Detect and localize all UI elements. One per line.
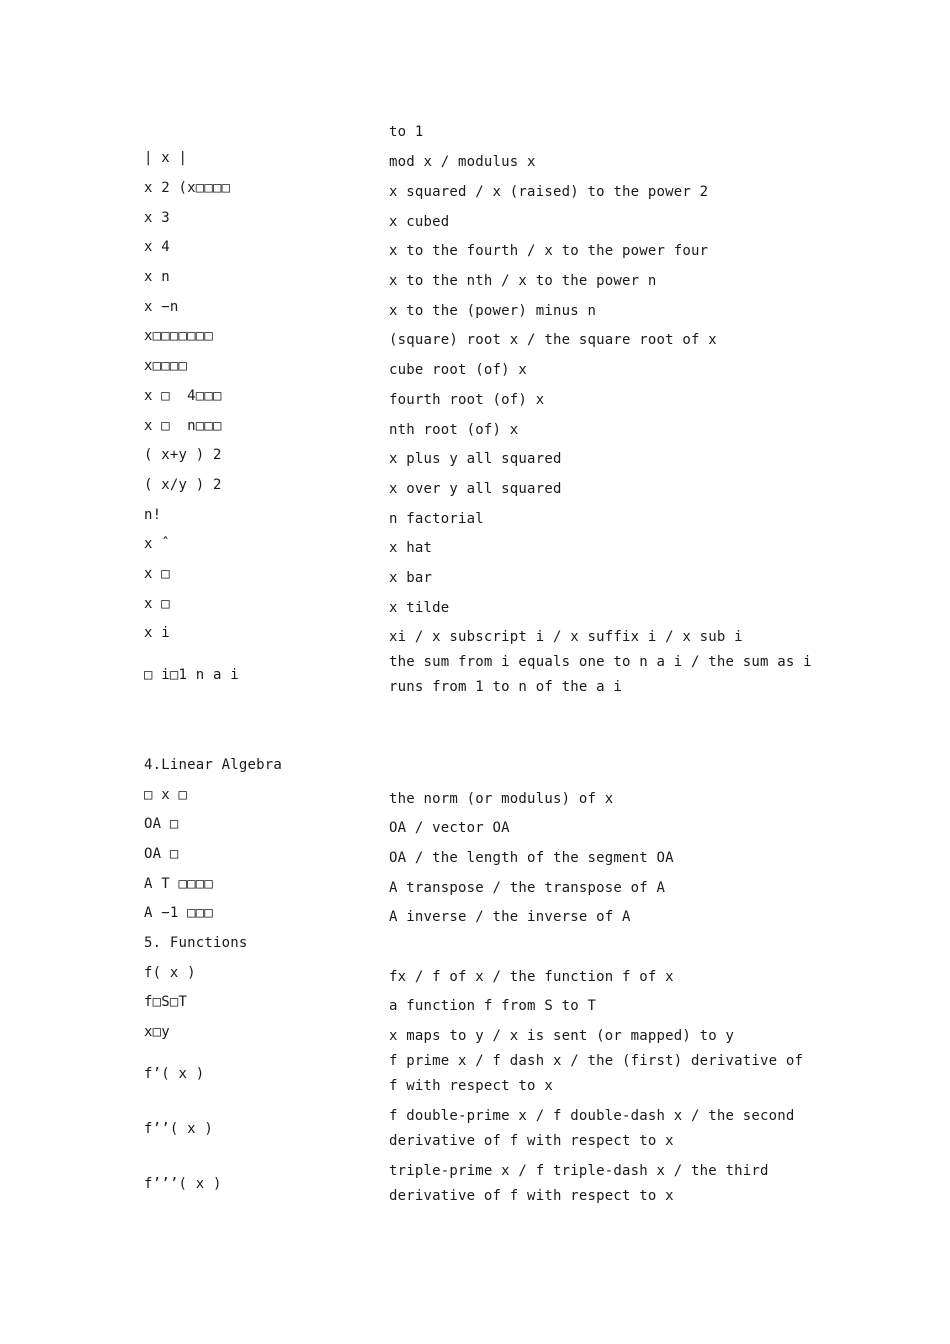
reading-cell: xi / x subscript i / x suffix i / x sub i [389, 629, 743, 645]
symbol-cell: f’’’( x ) [144, 1176, 222, 1192]
symbol-cell: f( x ) [144, 965, 196, 981]
reading-cell: fx / f of x / the function f of x [389, 969, 674, 985]
symbol-cell: x□□□□ [144, 358, 188, 374]
symbol-cell: A T □□□□ [144, 876, 214, 892]
reading-cell: x to the (power) minus n [389, 303, 597, 319]
reading-cell: a function f from S to T [389, 998, 597, 1014]
symbol-cell: x □ 4□□□ [144, 388, 222, 404]
symbol-cell: ( x+y ) 2 [144, 447, 222, 463]
reading-cell: n factorial [389, 511, 484, 527]
reading-cell: x squared / x (raised) to the power 2 [389, 184, 709, 200]
symbol-cell: A −1 □□□ [144, 905, 214, 921]
symbol-cell: x 2 (x□□□□ [144, 180, 231, 196]
reading-cell: (square) root x / the square root of x [389, 332, 717, 348]
symbol-cell: f’( x ) [144, 1066, 205, 1082]
reading-cell: the sum from i equals one to n a i / the sum as i runs from 1 to n of the a i [389, 654, 821, 695]
symbol-cell: x 4 [144, 239, 170, 255]
reading-cell: f double-prime x / f double-dash x / the second derivative of f with respect to x [389, 1108, 804, 1149]
symbol-cell: x −n [144, 299, 179, 315]
symbol-cell: x □ n□□□ [144, 418, 222, 434]
symbol-cell: x n [144, 269, 170, 285]
symbol-cell: OA □ [144, 846, 179, 862]
reading-cell: A transpose / the transpose of A [389, 880, 666, 896]
symbol-cell: x i [144, 625, 170, 641]
symbol-cell: n! [144, 507, 162, 523]
reading-cell: x plus y all squared [389, 451, 562, 467]
section-heading-linear-algebra: 4.Linear Algebra [144, 757, 283, 773]
reading-cell: OA / the length of the segment OA [389, 850, 674, 866]
reading-cell: the norm (or modulus) of x [389, 791, 614, 807]
reading-cell: OA / vector OA [389, 820, 510, 836]
reading-cell: x maps to y / x is sent (or mapped) to y [389, 1028, 735, 1044]
reading-cell: fourth root (of) x [389, 392, 545, 408]
symbol-cell: x□y [144, 1024, 170, 1040]
reading-cell: x over y all squared [389, 481, 562, 497]
symbol-cell: x ˆ [144, 536, 170, 552]
reading-cell: triple-prime x / f triple-dash x / the third derivative of f with respect to x [389, 1163, 778, 1204]
symbol-cell: ( x/y ) 2 [144, 477, 222, 493]
reading-cell: cube root (of) x [389, 362, 528, 378]
reading-cell: x cubed [389, 214, 450, 230]
reading-cell: nth root (of) x [389, 422, 519, 438]
symbol-cell: □ i□1 n a i [144, 667, 239, 683]
symbol-cell: OA □ [144, 816, 179, 832]
symbol-cell: □ x □ [144, 787, 188, 803]
symbol-cell: x □ [144, 596, 170, 612]
reading-cell: f prime x / f dash x / the (first) derivative of f with respect to x [389, 1053, 812, 1094]
reading-cell: A inverse / the inverse of A [389, 909, 631, 925]
reading-cell: x to the fourth / x to the power four [389, 243, 709, 259]
symbol-cell: | x | [144, 150, 188, 166]
symbol-cell: f□S□T [144, 994, 188, 1010]
reading-cell: mod x / modulus x [389, 154, 536, 170]
symbol-cell: x 3 [144, 210, 170, 226]
reading-cell: x bar [389, 570, 433, 586]
section-heading-functions: 5. Functions [144, 935, 248, 951]
symbol-cell: x□□□□□□□ [144, 328, 214, 344]
reading-cell: x to the nth / x to the power n [389, 273, 657, 289]
reading-cell: to 1 [389, 124, 424, 140]
symbol-cell: f’’( x ) [144, 1121, 214, 1137]
reading-cell: x tilde [389, 600, 450, 616]
reading-cell: x hat [389, 540, 433, 556]
symbol-cell: x □ [144, 566, 170, 582]
